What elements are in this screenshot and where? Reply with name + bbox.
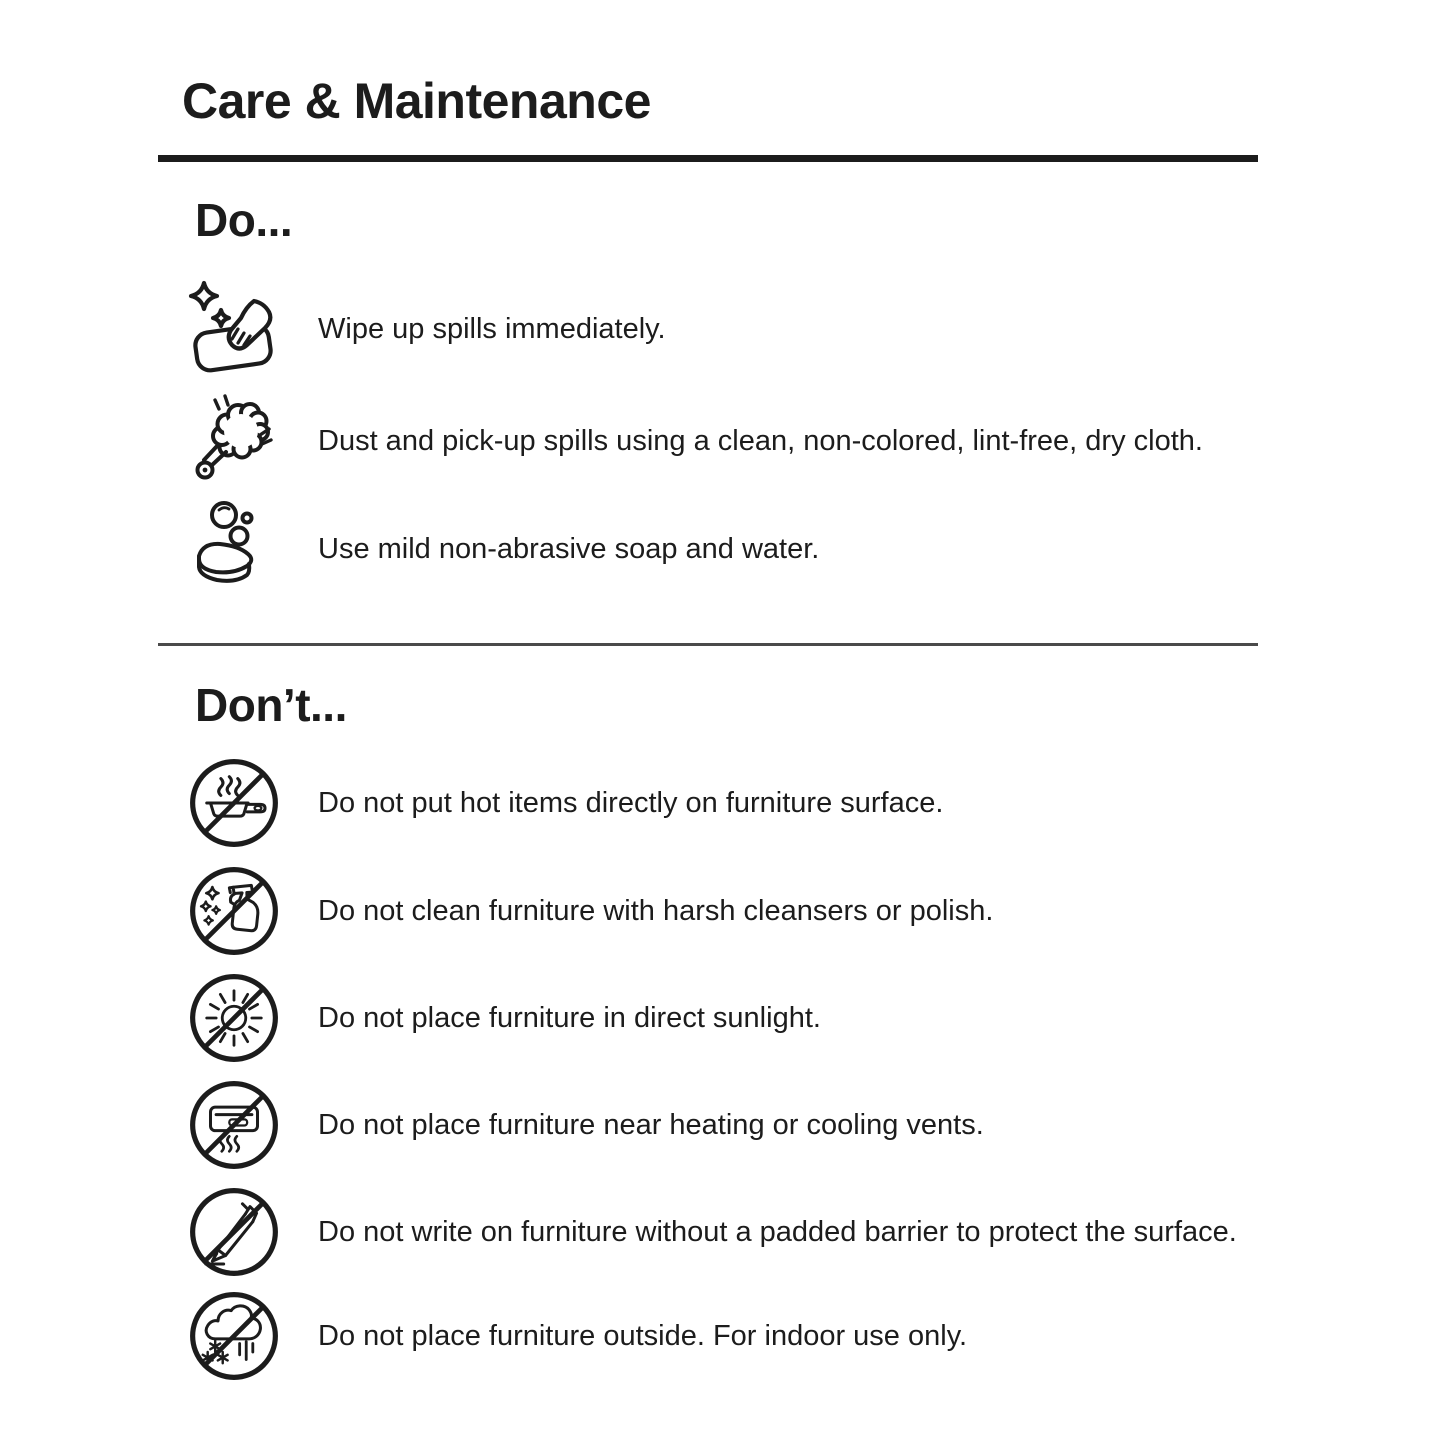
- dont-item-text: Do not clean furniture with harsh cleansers or polish.: [318, 894, 994, 927]
- dont-item-text: Do not put hot items directly on furniture surface.: [318, 786, 944, 819]
- do-item-soap: [168, 493, 819, 605]
- do-section-heading: Do...: [195, 194, 293, 246]
- page-title: Care & Maintenance: [182, 73, 651, 129]
- dont-item-writing: [168, 1176, 1237, 1288]
- soap-sponge-icon: [168, 493, 300, 605]
- dont-item-harsh-cleansers: [168, 855, 993, 967]
- dont-item-outdoor-use: [168, 1280, 967, 1392]
- do-item-text: Wipe up spills immediately.: [318, 312, 666, 345]
- do-item-dust: [168, 385, 1203, 497]
- dont-item-direct-sunlight: [168, 962, 821, 1074]
- do-item-text: Dust and pick-up spills using a clean, non-colored, lint-free, dry cloth.: [318, 424, 1203, 457]
- no-outdoor-use-icon: [168, 1280, 300, 1392]
- wipe-hand-icon: [168, 273, 300, 385]
- dont-item-text: Do not place furniture in direct sunlight.: [318, 1001, 821, 1034]
- no-heating-vents-icon: [168, 1069, 300, 1181]
- do-item-text: Use mild non-abrasive soap and water.: [318, 532, 820, 565]
- no-hot-items-icon: [168, 747, 300, 859]
- title-rule: [158, 155, 1258, 162]
- section-divider: [158, 643, 1258, 646]
- dont-section-heading: Don’t...: [195, 679, 347, 731]
- no-writing-icon: [168, 1176, 300, 1288]
- do-item-wipe-spills: [168, 273, 666, 385]
- dont-item-heating-vents: [168, 1069, 984, 1181]
- no-harsh-cleansers-icon: [168, 855, 300, 967]
- dont-item-text: Do not place furniture outside. For indoor use only.: [318, 1319, 968, 1352]
- dont-item-text: Do not write on furniture without a padded barrier to protect the surface.: [318, 1215, 1237, 1248]
- no-direct-sunlight-icon: [168, 962, 300, 1074]
- feather-duster-icon: [168, 385, 300, 497]
- dont-item-hot-items: [168, 747, 943, 859]
- dont-item-text: Do not place furniture near heating or cooling vents.: [318, 1108, 984, 1141]
